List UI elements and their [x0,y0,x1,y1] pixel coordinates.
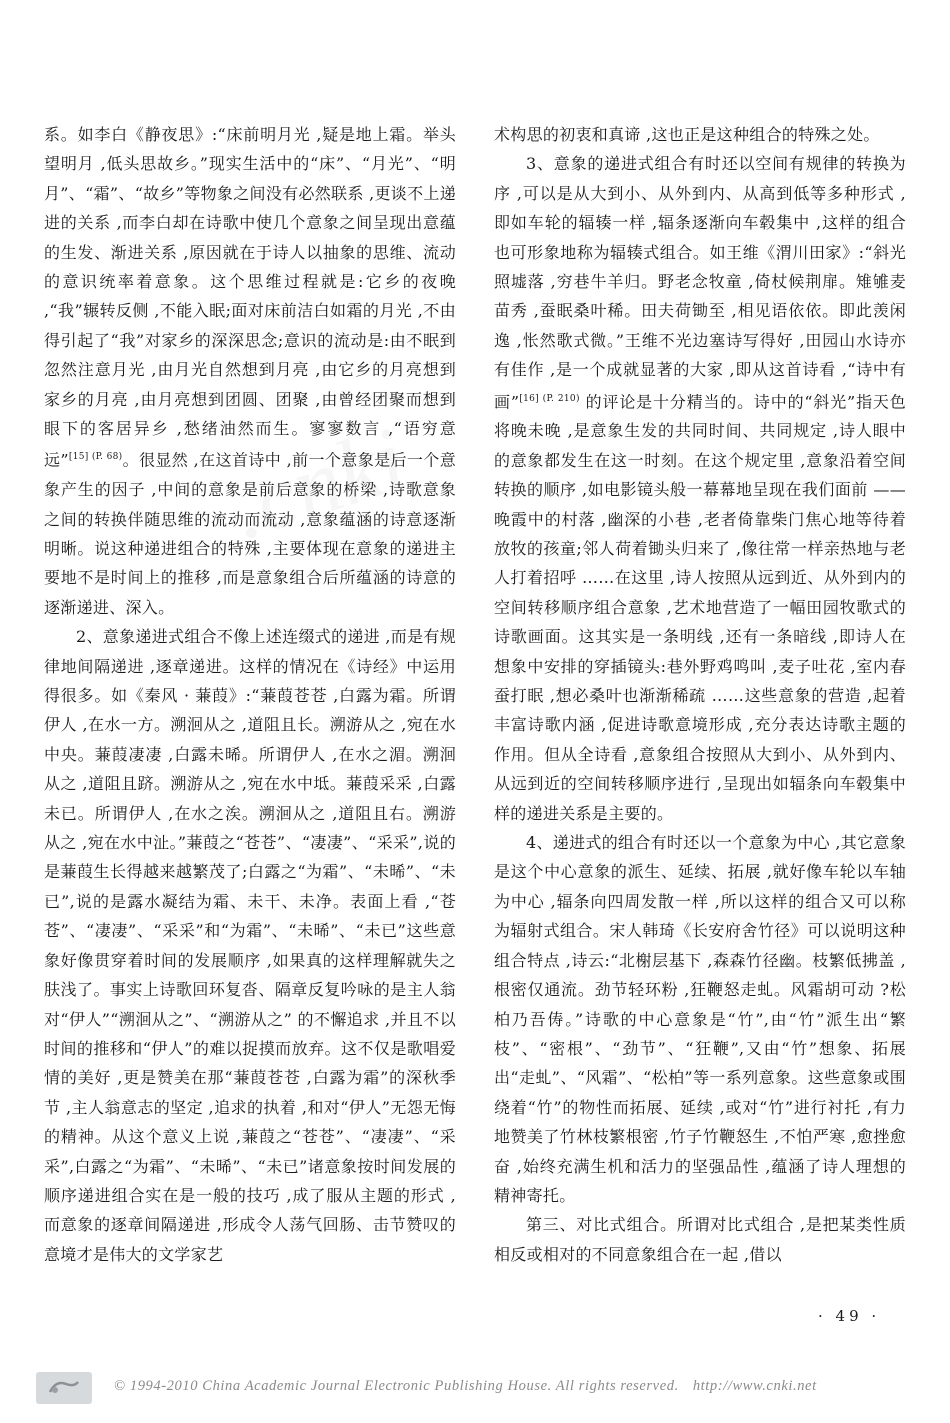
left-column [44,120,456,1269]
citation-15: [15] (P. 68) [68,452,123,463]
paragraph-continuation: 术构思的初衷和真谛 ,这也正是这种组合的特殊之处。 [494,125,880,144]
paragraph-text: 系。如李白《静夜思》:“床前明月光 ,疑是地上霜。举头望明月 ,低头思故乡。”现实生活中的“床”、“月光”、“明月”、“霜”、“故乡”等物象之间没有必然联系 ,更谈不上递进的关系 ,而李白却在诗歌中使几个意象之间呈现出意蕴的生发、渐进关系 ,原因就在于诗人以抽象的思维、流动的意识统率着意象。这个思维过程就是:它乡的夜晚 ,“我”辗转反侧 ,不能入眠;面对床前洁白如霜的月光 ,不由得引起了“我”对家乡的深深思念;意识的流动是:由不眠到忽然注意月光 ,由月光自然想到月亮 ,由它乡的月亮想到家乡的月亮 ,由月亮想到团圆、团聚 ,由曾经团聚而想到眼下的客居异乡 ,愁绪油然而生。寥寥数言 ,“语穷意远” [44,125,456,470]
footer [36,1372,916,1404]
copyright-text: © 1994-2010 China Academic Journal Electronic Publishing House. All rights reserved. [114,1378,679,1394]
page-number: · 49 · [818,1307,881,1325]
paragraph-text: 3、意象的递进式组合有时还以空间有规律的转换为序 ,可以是从大到小、从外到内、从高到低等多种形式 ,即如车轮的辐辏一样 ,辐条逐渐向车毂集中 ,这样的组合也可形象地称为辐辏式组合。如王维《渭川田家》:“斜光照墟落 ,穷巷牛羊归。野老念牧童 ,倚杖候荆扉。雉雊麦苗秀 ,蚕眠桑叶稀。田夫荷锄至 ,相见语依依。即此羡闲逸 ,怅然歌式微。”王维不光边塞诗写得好 ,田园山水诗亦有佳作 ,是一个成就显著的大家 ,即从这首诗看 ,“诗中有画” [494,154,906,411]
cnki-logo-icon [36,1372,92,1404]
paragraph-jianjia: 2、意象递进式组合不像上述连缀式的递进 ,而是有规律地间隔递进 ,逐章递进。这样的情况在《诗经》中运用得很多。如《秦风 · 蒹葭》:“蒹葭苍苍 ,白露为霜。所谓伊人 ,在水一方。溯洄从之 ,道阻且长。溯游从之 ,宛在水中央。蒹葭凄凄 ,白露未晞。所谓伊人 ,在水之湄。溯洄从之 ,道阻且跻。溯游从之 ,宛在水中坻。蒹葭采采 ,白露未已。所谓伊人 ,在水之涘。溯洄从之 ,道阻且右。溯游从之 ,宛在水中沚。”蒹葭之“苍苍”、“凄凄”、“采采”,说的是蒹葭生长得越来越繁茂了;白露之“为霜”、“未晞”、“未已”,说的是露水凝结为霜、未干、未净。表面上看 ,“苍苍”、“凄凄”、“采采”和“为霜”、“未晞”、“未已”这些意象好像贯穿着时间的发展顺序 ,如果真的这样理解就失之肤浅了。事实上诗歌回环复沓、隔章反复吟咏的是主人翁对“伊人”“溯洄从之”、“溯游从之” 的不懈追求 ,并且不以时间的推移和“伊人”的难以捉摸而放弃。这不仅是歌唱爱情的美好 ,更是赞美在那“蒹葭苍苍 ,白露为霜”的深秋季节 ,主人翁意志的坚定 ,追求的执着 ,和对“伊人”无怨无悔的精神。从这个意义上说 ,蒹葭之“苍苍”、“凄凄”、“采采”,白露之“为霜”、“未晞”、“未已”诸意象按时间发展的顺序递进组合实在是一般的技巧 ,成了服从主题的形式 ,而意象的逐章间隔递进 ,形成令人荡气回肠、击节赞叹的意境才是伟大的文学家艺 [44,627,456,1264]
paragraph-weichuan-tianjia [494,149,906,828]
citation-16: [16] (P. 210) [519,393,580,404]
right-column [494,120,906,1269]
paragraph-text: 的评论是十分精当的。诗中的“斜光”指天色将晚未晚 ,是意象生发的共同时间、共同规定 ,诗人眼中的意象都发生在这一时刻。在这个规定里 ,意象沿着空间转换的顺序 ,如电影镜头般一幕幕地呈现在我们面前 ——晚霞中的村落 ,幽深的小巷 ,老者倚靠柴门焦心地等待着放牧的孩童;邻人荷着锄头归来了 ,像往常一样亲热地与老人打着招呼 ……在这里 ,诗人按照从远到近、从外到内的空间转移顺序组合意象 ,艺术地营造了一幅田园牧歌式的诗歌画面。这其实是一条明线 ,还有一条暗线 ,即诗人在想象中安排的穿插镜头:巷外野鸡鸣叫 ,麦子吐花 ,室内春蚕打眠 ,想必桑叶也渐渐稀疏 ……这些意象的营造 ,起着丰富诗歌内涵 ,促进诗歌意境形成 ,充分表达诗歌主题的作用。但从全诗看 ,意象组合按照从大到小、从外到内、从远到近的空间转移顺序进行 ,呈现出如辐条向车毂集中样的递进关系是主要的。 [494,391,907,823]
paragraph-jingyesi [44,120,456,622]
footer-url-link[interactable]: http://www.cnki.net [692,1378,817,1394]
paragraph-zhujing: 4、递进式的组合有时还以一个意象为中心 ,其它意象是这个中心意象的派生、延续、拓展 ,就好像车轮以车轴为中心 ,辐条向四周发散一样 ,所以这样的组合又可以称为辐射式组合。宋人韩琦《长安府舍竹径》可以说明这种组合特点 ,诗云:“北榭层基下 ,森森竹径幽。枝繁低拂盖 ,根密仅通流。劲节轻环粉 ,狂鞭怒走虬。风霜胡可动 ?松柏乃吾俦。”诗歌的中心意象是“竹”,由“竹”派生出“繁枝”、“密根”、“劲节”、“狂鞭”,又由“竹”想象、拓展出“走虬”、“风霜”、“松柏”等一系列意象。这些意象或围绕着“竹”的物性而拓展、延续 ,或对“竹”进行衬托 ,有力地赞美了竹林枝繁根密 ,竹子竹鞭怒生 ,不怕严寒 ,愈挫愈奋 ,始终充满生机和活力的坚强品性 ,蕴涵了诗人理想的精神寄托。 [494,833,906,1205]
copyright-notice [114,1378,817,1395]
paragraph-duibi: 第三、对比式组合。所谓对比式组合 ,是把某类性质相反或相对的不同意象组合在一起 ,借以 [494,1215,906,1264]
paragraph-text: 。很显然 ,在这首诗中 ,前一个意象是后一个意象产生的因子 ,中间的意象是前后意象的桥梁 ,诗歌意象之间的转换伴随思维的流动而流动 ,意象蕴涵的诗意逐渐明晰。说这种递进组合的特殊 ,主要体现在意象的递进主要地不是时间上的推移 ,而是意象组合后所蕴涵的诗意的逐渐递进、深入。 [44,450,457,617]
